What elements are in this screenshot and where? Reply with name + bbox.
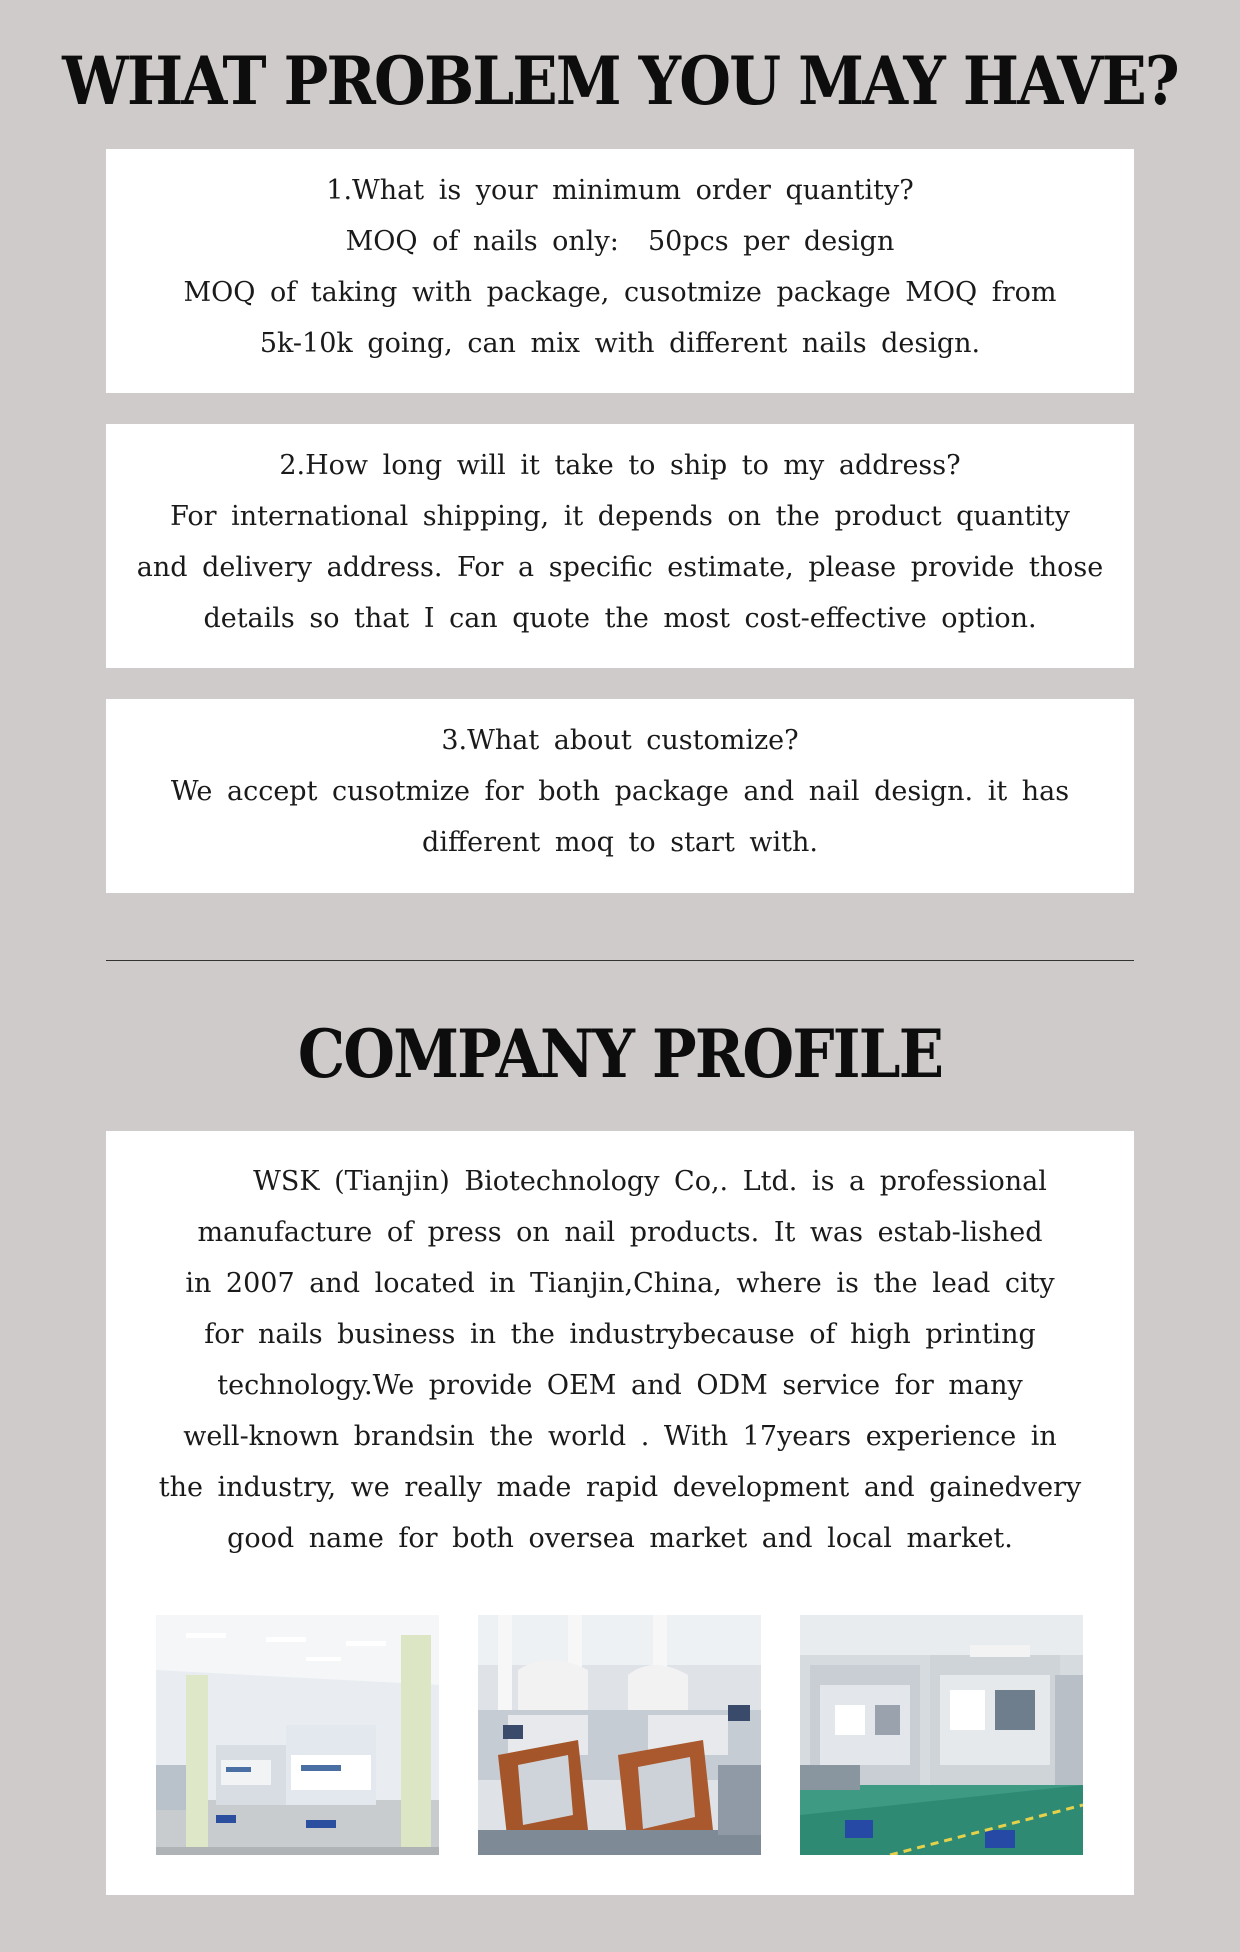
faq-question: 2.How long will it take to ship to my address? bbox=[279, 450, 961, 481]
faq-answer-line: 5k-10k going, can mix with different nails design. bbox=[259, 328, 981, 359]
profile-line: manufacture of press on nail products. It was estab-lished bbox=[197, 1217, 1043, 1248]
profile-line: WSK (Tianjin) Biotechnology Co,. Ltd. is a professional bbox=[253, 1166, 1047, 1197]
faq-answer-line: For international shipping, it depends on the product quantity bbox=[170, 501, 1070, 532]
production-line-photo bbox=[800, 1615, 1083, 1855]
factory-hall-photo bbox=[156, 1615, 439, 1855]
faq-answer-line: MOQ of nails only: 50pcs per design bbox=[345, 226, 895, 257]
profile-line: the industry, we really made rapid development and gainedvery bbox=[158, 1472, 1082, 1503]
faq-title: WHAT PROBLEM YOU MAY HAVE? bbox=[62, 42, 1178, 120]
faq-answer-line: MOQ of taking with package, cusotmize package MOQ from bbox=[183, 277, 1057, 308]
profile-line: for nails business in the industrybecause of high printing bbox=[204, 1319, 1036, 1350]
profile-line: good name for both oversea market and local market. bbox=[227, 1523, 1013, 1554]
profile-title: COMPANY PROFILE bbox=[297, 1015, 943, 1093]
profile-line: technology.We provide OEM and ODM service for many bbox=[217, 1370, 1023, 1401]
profile-line: well-known brandsin the world . With 17years experience in bbox=[183, 1421, 1057, 1452]
section-divider bbox=[106, 960, 1134, 961]
faq-card-customize bbox=[106, 699, 1134, 893]
machinery-photo bbox=[478, 1615, 761, 1855]
faq-card-shipping bbox=[106, 424, 1134, 668]
faq-question: 1.What is your minimum order quantity? bbox=[326, 175, 914, 206]
company-profile-card bbox=[106, 1131, 1134, 1895]
faq-card-moq bbox=[106, 149, 1134, 393]
faq-answer-line: We accept cusotmize for both package and nail design. it has bbox=[170, 776, 1070, 807]
faq-answer-line: details so that I can quote the most cost-effective option. bbox=[203, 603, 1037, 634]
faq-answer-line: and delivery address. For a specific estimate, please provide those bbox=[136, 552, 1104, 583]
factory-photos bbox=[156, 1615, 1086, 1855]
faq-question: 3.What about customize? bbox=[441, 725, 799, 756]
faq-answer-line: different moq to start with. bbox=[422, 827, 818, 858]
profile-line: in 2007 and located in Tianjin,China, where is the lead city bbox=[185, 1268, 1055, 1299]
